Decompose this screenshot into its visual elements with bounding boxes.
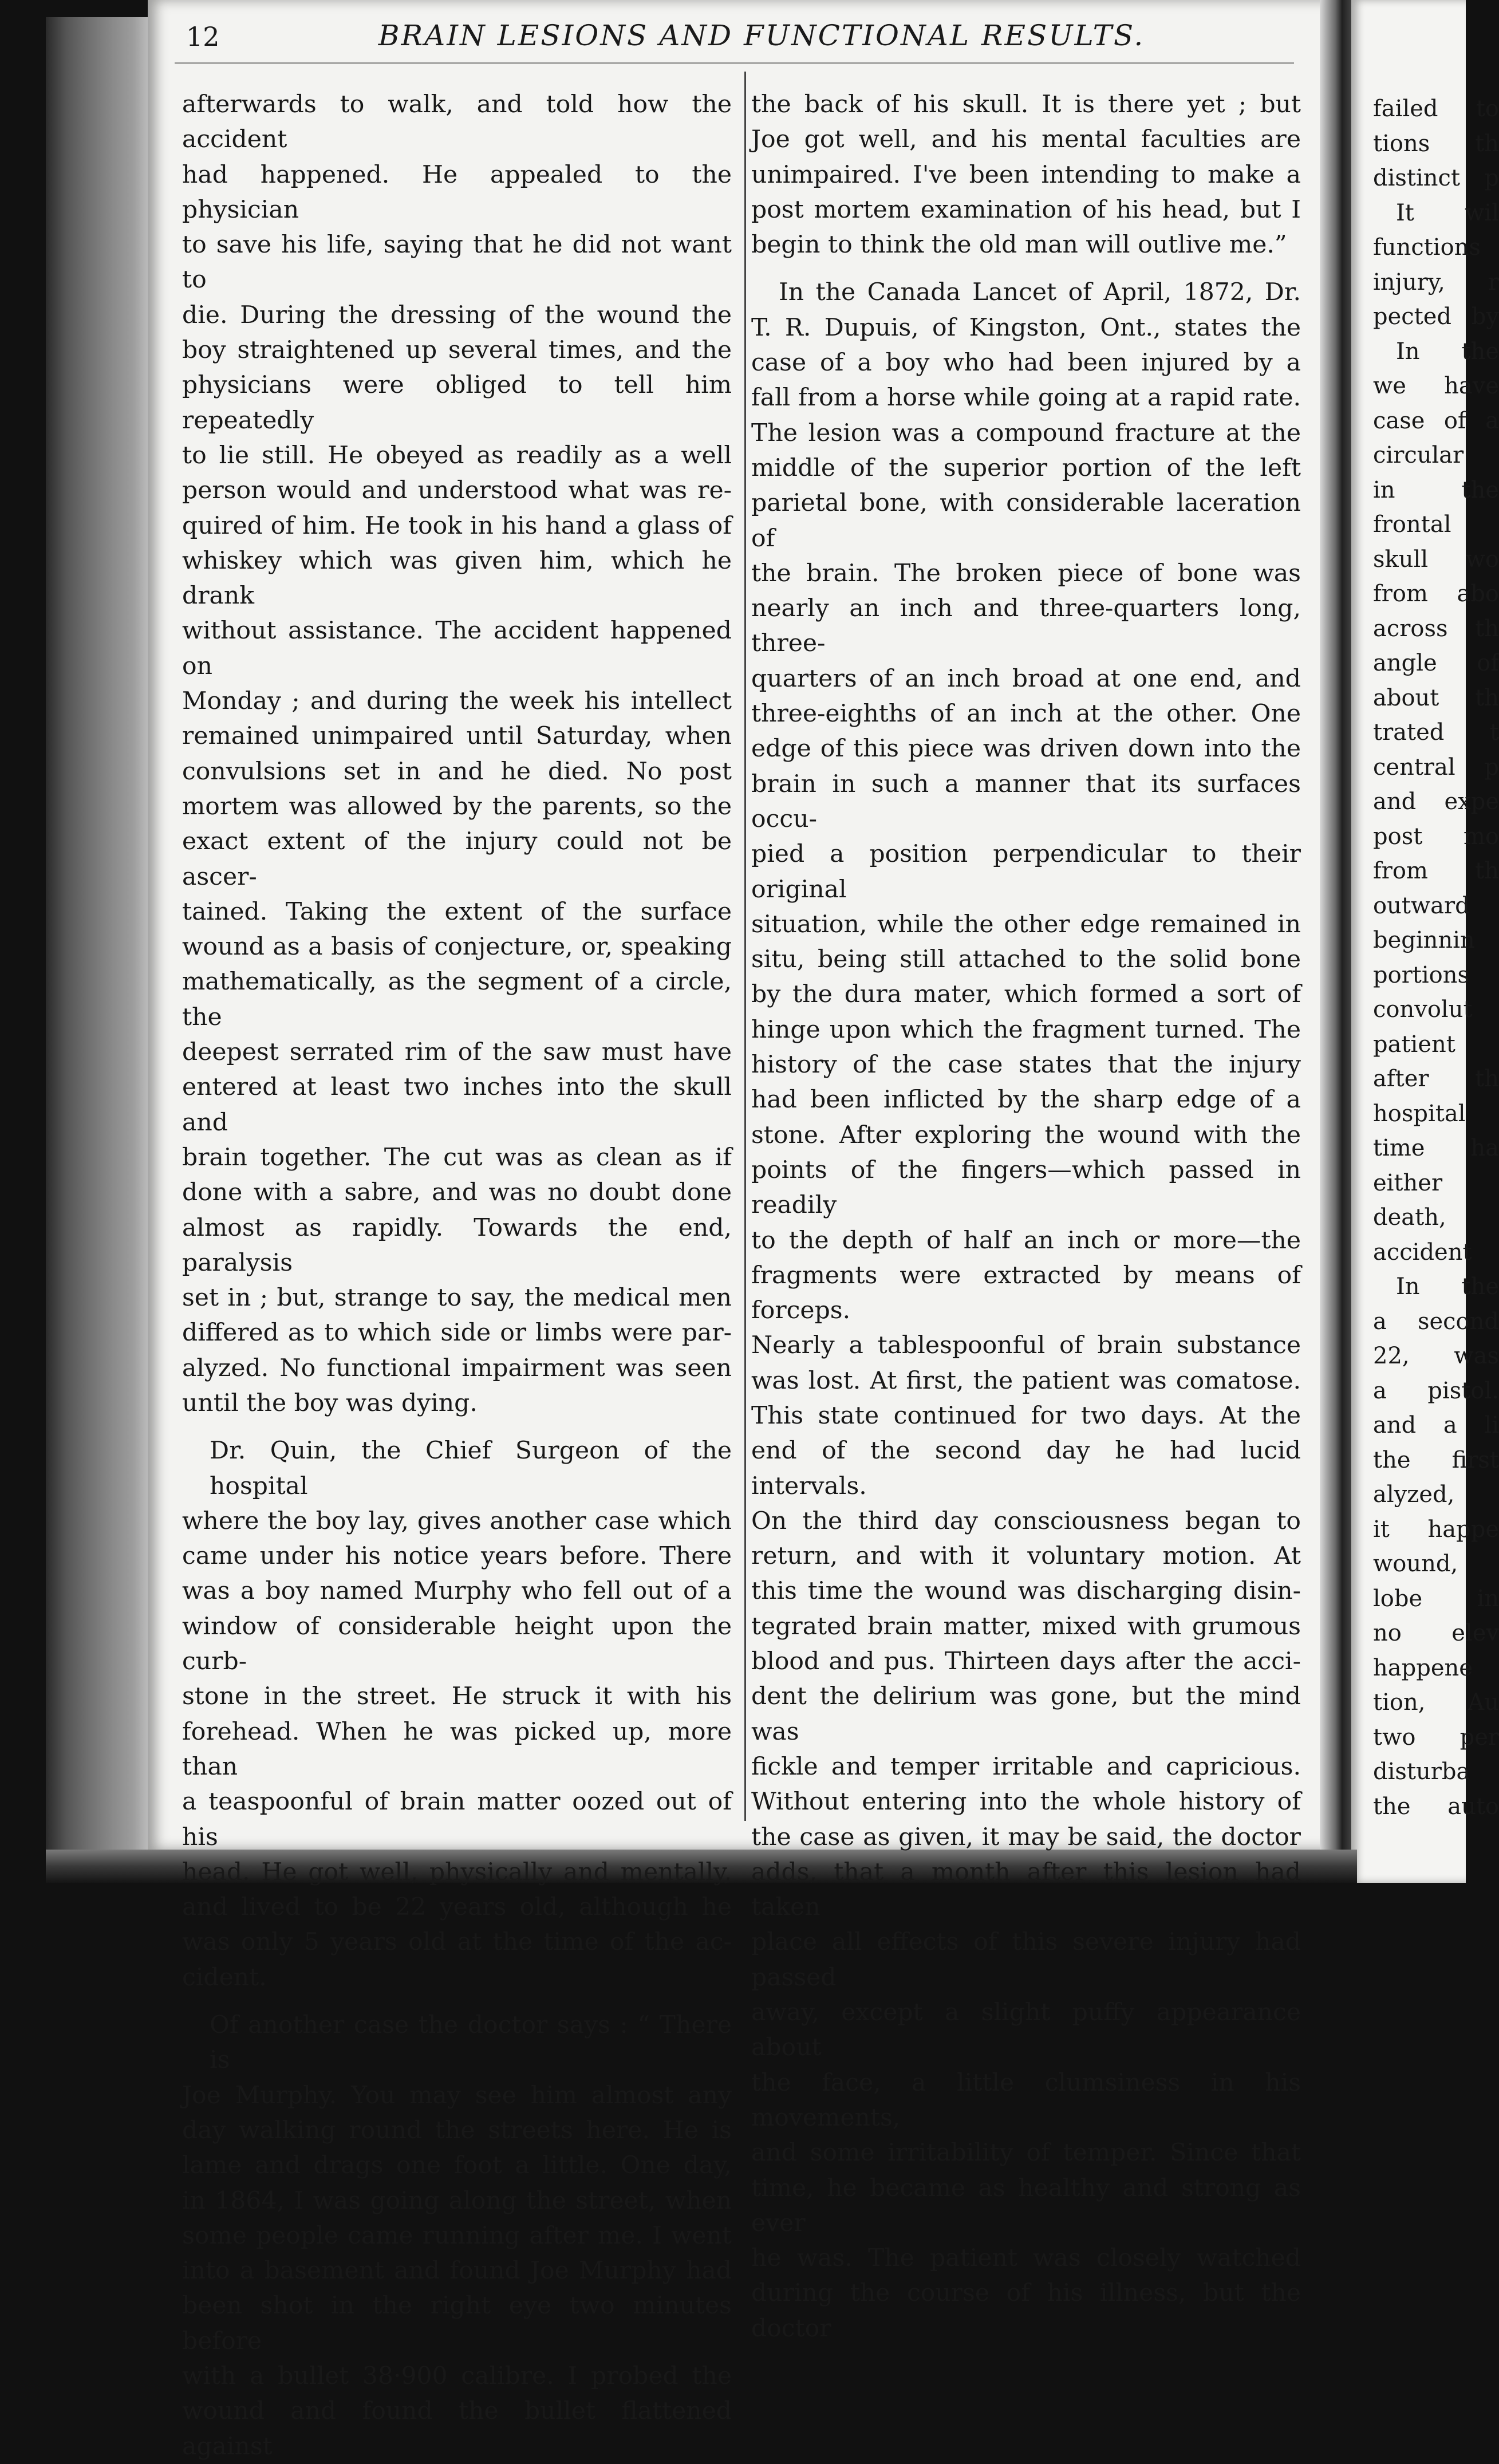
text-line: begin to think the old man will outlive me.”	[751, 231, 1287, 259]
text-line: convulsions set in and he died. No post	[182, 757, 732, 786]
text-line: and expe	[1373, 789, 1499, 815]
text-line: Without entering into the whole history of	[751, 1788, 1301, 1816]
text-line: angle of	[1373, 650, 1499, 676]
text-line: dent the delirium was gone, but the mind was	[751, 1682, 1301, 1746]
text-line: wound as a basis of conjecture, or, speaking	[182, 933, 732, 961]
text-line: Nearly a tablespoonful of brain substance	[751, 1331, 1301, 1360]
text-line: three-eighths of an inch at the other. One	[751, 700, 1301, 728]
text-line: without assistance. The accident happened on	[182, 617, 732, 680]
text-line: It wil	[1396, 199, 1499, 226]
text-line: head. He got well, physically and mentally,	[182, 1858, 732, 1886]
text-line: 22, was	[1373, 1343, 1499, 1369]
text-line: quarters of an inch broad at one end, and	[751, 664, 1301, 693]
left-text-column	[182, 87, 732, 2464]
text-line: a teaspoonful of brain matter oozed out of his	[182, 1788, 732, 1851]
text-line: stone. After exploring the wound with the	[751, 1121, 1301, 1149]
text-line: differed as to which side or limbs were par-	[182, 1319, 732, 1347]
text-line: tegrated brain matter, mixed with grumous	[751, 1612, 1301, 1641]
text-line: we have	[1373, 373, 1499, 399]
text-line: in 1864, I was going along the street, when	[182, 2186, 732, 2215]
text-line: nearly an inch and three-quarters long, three-	[751, 594, 1301, 658]
text-line: where the boy lay, gives another case which	[182, 1507, 732, 1535]
text-line: fickle and temper irritable and capricious.	[751, 1752, 1301, 1781]
text-line: two per	[1373, 1724, 1499, 1751]
text-line: functions	[1373, 234, 1481, 261]
text-line: either	[1373, 1169, 1443, 1196]
text-line: set in ; but, strange to say, the medical men	[182, 1284, 732, 1312]
text-line: with a bullet 38·900 calibre. I probed the	[182, 2362, 732, 2390]
text-line: parietal bone, with considerable laceration of	[751, 489, 1301, 553]
text-line: Monday ; and during the week his intellect	[182, 687, 732, 716]
text-line: away, except a slight puffy appearance about	[751, 1998, 1301, 2062]
text-line: Dr. Quin, the Chief Surgeon of the hospital	[210, 1437, 732, 1500]
text-line: until the boy was dying.	[182, 1389, 478, 1417]
text-line: In the	[1396, 338, 1499, 365]
text-line: the back of his skull. It is there yet ; but	[751, 90, 1301, 119]
text-line: history of the case states that the injury	[751, 1051, 1301, 1079]
text-line: this time the wound was discharging disin-	[751, 1577, 1301, 1606]
text-line: during the course of his illness, but the doctor	[751, 2279, 1301, 2343]
text-line: central p	[1373, 754, 1499, 780]
text-line: by the dura mater, which formed a sort of	[751, 980, 1301, 1009]
text-line: was lost. At first, the patient was comatose.	[751, 1366, 1301, 1395]
text-line: from abo	[1373, 581, 1499, 607]
text-line: On the third day consciousness began to	[751, 1507, 1301, 1535]
text-line: quired of him. He took in his hand a glass of	[182, 511, 732, 540]
page-number: 12	[186, 21, 220, 52]
text-line: This state continued for two days. At the	[751, 1401, 1301, 1430]
text-line: fragments were extracted by means of forceps.	[751, 1261, 1301, 1325]
text-line: day walking round the streets here. He is	[182, 2116, 732, 2144]
text-line: In the	[1396, 1274, 1499, 1300]
text-line: alyzed,	[1373, 1481, 1455, 1508]
text-line: situation, while the other edge remained in	[751, 910, 1301, 939]
text-line: death,	[1373, 1204, 1446, 1231]
text-line: was only 5 years old at the time of the ac-	[182, 1928, 732, 1957]
text-line: the face, a little clumsiness in his movements,	[751, 2068, 1301, 2132]
text-line: unimpaired. I've been intending to make a	[751, 160, 1301, 189]
text-line: wound,	[1373, 1551, 1458, 1577]
text-line: about th	[1373, 684, 1499, 711]
header-rule	[175, 62, 1294, 64]
text-line: done with a sabre, and was no doubt done	[182, 1178, 732, 1207]
text-line: the first	[1373, 1446, 1499, 1473]
text-line: case of a boy who had been injured by a	[751, 349, 1301, 377]
text-line: entered at least two inches into the skull and	[182, 1073, 732, 1137]
text-line: injury, r	[1373, 269, 1499, 295]
text-line: the brain. The broken piece of bone was	[751, 559, 1301, 588]
text-line: tion, Au	[1373, 1689, 1499, 1716]
text-line: stone in the street. He struck it with his	[182, 1682, 732, 1711]
text-line: failed to	[1373, 96, 1499, 122]
text-line: Joe Murphy. You may see him almost any	[182, 2081, 732, 2110]
text-line: afterwards to walk, and told how the accident	[182, 90, 732, 154]
text-line: pected by	[1373, 303, 1499, 330]
facing-page-text-column	[1373, 92, 1499, 1824]
text-line: edge of this piece was driven down into the	[751, 735, 1301, 763]
text-line: and a li	[1373, 1412, 1499, 1438]
text-line: distinct p	[1373, 165, 1499, 191]
text-line: In the Canada Lancet of April, 1872, Dr.	[779, 278, 1301, 307]
text-line: adds, that a month after this lesion had taken	[751, 1858, 1301, 1922]
text-line: forehead. When he was picked up, more than	[182, 1717, 732, 1781]
text-line: trated t	[1373, 719, 1499, 746]
text-line: The lesion was a compound fracture at the	[751, 419, 1301, 447]
text-line: beginnin	[1373, 927, 1475, 953]
text-line: patient	[1373, 1031, 1455, 1058]
text-line: whiskey which was given him, which he drank	[182, 546, 732, 610]
text-line: and lived to be 22 years old, although he	[182, 1893, 732, 1922]
text-line: accident	[1373, 1239, 1472, 1265]
text-line: alyzed. No functional impairment was seen	[182, 1354, 732, 1382]
text-line: Of another case the doctor says : “ There is	[210, 2011, 732, 2075]
text-line: convolut	[1373, 996, 1473, 1023]
text-line: to lie still. He obeyed as readily as a well	[182, 441, 732, 470]
text-line: portions	[1373, 961, 1470, 988]
text-line: Joe got well, and his mental faculties are	[751, 125, 1301, 154]
running-head: BRAIN LESIONS AND FUNCTIONAL RESULTS.	[378, 19, 1145, 52]
text-line: lame and drags one foot a little. One day,	[182, 2151, 732, 2180]
text-line: case of a	[1373, 407, 1499, 434]
text-line: had been inflicted by the sharp edge of a	[751, 1086, 1301, 1114]
text-line: was a boy named Murphy who fell out of a	[182, 1577, 732, 1606]
text-line: situ, being still attached to the solid bone	[751, 945, 1301, 974]
text-line: points of the fingers—which passed in readily	[751, 1156, 1301, 1220]
text-line: the auto	[1373, 1793, 1499, 1820]
text-line: hospital	[1373, 1100, 1466, 1127]
text-line: circular	[1373, 442, 1464, 468]
text-line: mortem was allowed by the parents, so the	[182, 792, 732, 821]
text-line: window of considerable height upon the curb-	[182, 1612, 732, 1676]
text-line: fall from a horse while going at a rapid rate.	[751, 384, 1301, 412]
text-line: person would and understood what was re-	[182, 476, 732, 505]
text-line: blood and pus. Thirteen days after the acci-	[751, 1647, 1301, 1676]
text-line: post mortem examination of his head, but I	[751, 195, 1301, 224]
text-line: tions th	[1373, 130, 1499, 157]
text-line: skull wo	[1373, 546, 1499, 573]
text-line: post mo	[1373, 823, 1499, 850]
text-line: deepest serrated rim of the saw must have	[182, 1038, 732, 1067]
text-line: in the	[1373, 476, 1499, 503]
text-line: middle of the superior portion of the left	[751, 454, 1301, 482]
text-line: came under his notice years before. There	[182, 1542, 732, 1571]
text-line: cident.	[182, 1963, 267, 1992]
text-line: place all effects of this severe injury had passed	[751, 1928, 1301, 1992]
text-line: return, and with it voluntary motion. At	[751, 1542, 1301, 1571]
text-line: he was. The patient was closely watched	[751, 2244, 1301, 2273]
book-spine	[46, 17, 149, 1867]
column-divider	[744, 72, 746, 1821]
text-line: after th	[1373, 1066, 1499, 1092]
text-line: into a basement and found Joe Murphy had	[182, 2257, 732, 2285]
text-line: time ha	[1373, 1135, 1499, 1161]
text-line: exact extent of the injury could not be ascer-	[182, 827, 732, 891]
text-line: T. R. Dupuis, of Kingston, Ont., states the	[751, 313, 1301, 342]
text-line: from th	[1373, 858, 1499, 884]
text-line: remained unimpaired until Saturday, when	[182, 722, 732, 751]
text-line: frontal	[1373, 511, 1451, 538]
text-line: disturba	[1373, 1759, 1470, 1785]
text-line: brain together. The cut was as clean as if	[182, 1143, 732, 1172]
text-line: some people came running after me. I went	[182, 2221, 732, 2250]
text-line: wound and found the bullet flattened against	[182, 2397, 732, 2461]
text-line: pied a position perpendicular to their original	[751, 840, 1301, 904]
text-line: brain in such a manner that its surfaces occu-	[751, 770, 1301, 833]
text-line: end of the second day he had lucid intervals.	[751, 1437, 1301, 1500]
text-line: and some irritability of temper. Since that	[751, 2139, 1301, 2167]
text-line: die. During the dressing of the wound the	[182, 301, 732, 329]
text-line: time, he became as healthy and strong as ever	[751, 2174, 1301, 2237]
text-line: to save his life, saying that he did not want to	[182, 231, 732, 294]
right-text-column	[751, 87, 1301, 2346]
text-line: outward	[1373, 892, 1470, 919]
text-line: to the depth of half an inch or more—the	[751, 1226, 1301, 1255]
text-line: no elev	[1373, 1620, 1499, 1646]
text-line: almost as rapidly. Towards the end, paralysis	[182, 1213, 732, 1277]
text-line: been shot in the right eye two minutes before	[182, 2292, 732, 2355]
text-line: a second	[1373, 1308, 1499, 1335]
page-gutter	[1320, 0, 1354, 1861]
text-line: a pistol.	[1373, 1377, 1499, 1404]
text-line: boy straightened up several times, and the	[182, 336, 732, 365]
text-line: tained. Taking the extent of the surface	[182, 897, 732, 926]
text-line: lobe in	[1373, 1585, 1499, 1612]
text-line: the case as given, it may be said, the doctor	[751, 1823, 1301, 1851]
text-line: physicians were obliged to tell him repeatedly	[182, 371, 732, 435]
text-line: had happened. He appealed to the physician	[182, 160, 732, 224]
text-line: across th	[1373, 615, 1499, 642]
text-line: happene	[1373, 1654, 1473, 1681]
text-line: hinge upon which the fragment turned. The	[751, 1015, 1301, 1044]
text-line: mathematically, as the segment of a circle, the	[182, 968, 732, 1031]
text-line: it happe	[1373, 1516, 1499, 1543]
